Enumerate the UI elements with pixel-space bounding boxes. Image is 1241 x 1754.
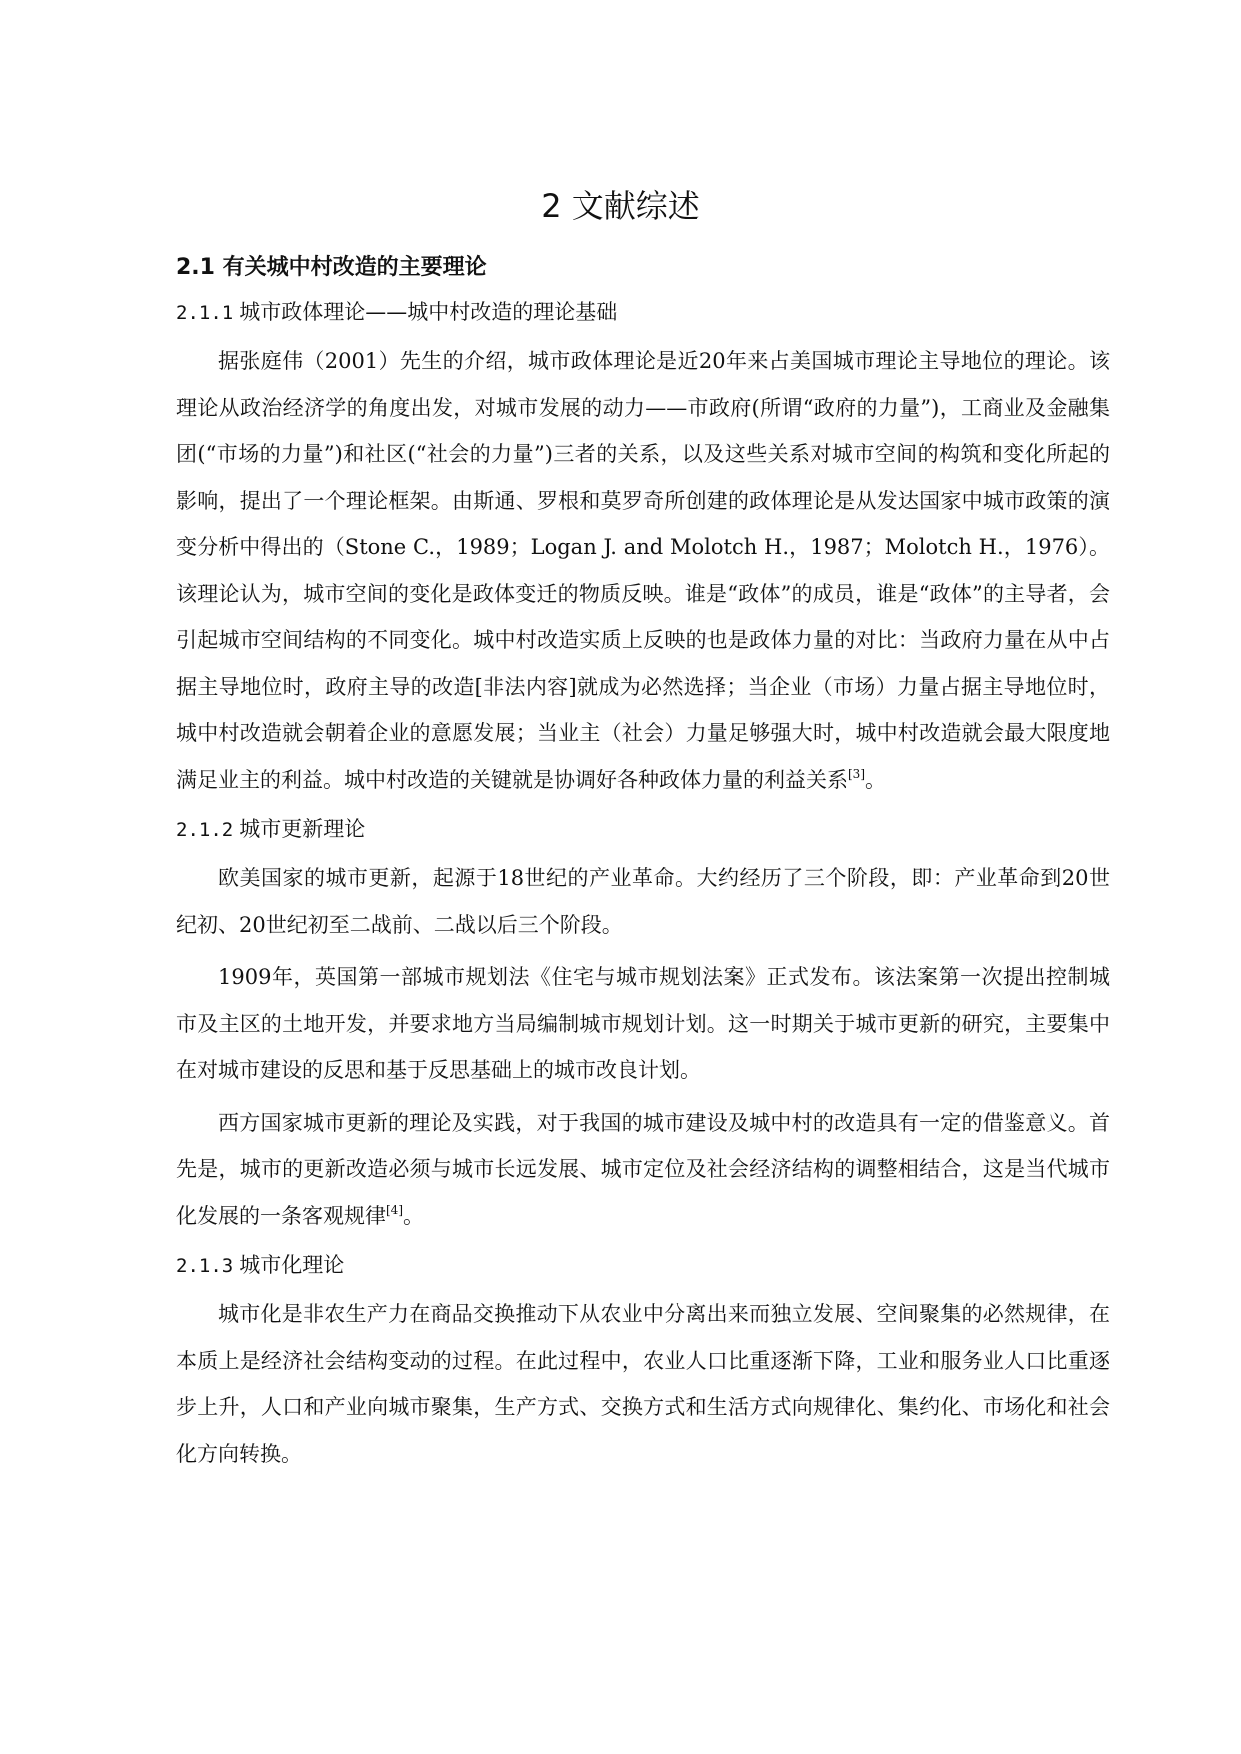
section-heading-2-1-2 <box>176 809 1110 849</box>
citation-ref: [4] <box>386 1202 403 1217</box>
section-number: 2.1.1 <box>176 302 234 324</box>
section-number: 2.1.2 <box>176 819 234 841</box>
paragraph-regime-theory <box>176 338 1110 803</box>
citation-ref: [3] <box>848 766 865 781</box>
paragraph-text: 西方国家城市更新的理论及实践，对于我国的城市建设及城中村的改造具有一定的借鉴意义。首先是，城市的更新改造必须与城市长远发展、城市定位及社会经济结构的调整相结合，这是当代城市化发展的一条客观规律 <box>176 1110 1110 1228</box>
document-body <box>176 248 1110 1483</box>
paragraph-urban-renewal-lessons <box>176 1100 1110 1240</box>
section-title: 城市化理论 <box>239 1253 345 1277</box>
paragraph-urban-renewal-1909: 1909年，英国第一部城市规划法《住宅与城市规划法案》正式发布。该法案第一次提出控制城市及主区的土地开发，并要求地方当局编制城市规划计划。这一时期关于城市更新的研究，主要集中在对城市建设的反思和基于反思基础上的城市改良计划。 <box>176 965 1110 1082</box>
section-number: 2.1.3 <box>176 1255 234 1277</box>
chapter-title: 2 文献综述 <box>541 187 700 225</box>
section-heading-2-1-1 <box>176 292 1110 332</box>
paragraph-urbanization-theory: 城市化是非农生产力在商品交换推动下从农业中分离出来而独立发展、空间聚集的必然规律，在本质上是经济社会结构变动的过程。在此过程中，农业人口比重逐渐下降，工业和服务业人口比重逐步上升，人口和产业向城市聚集，生产方式、交换方式和生活方式向规律化、集约化、市场化和社会化方向转换。 <box>176 1302 1110 1466</box>
section-heading-2-1-3 <box>176 1245 1110 1285</box>
paragraph-end: 。 <box>403 1203 424 1228</box>
section-title: 城市更新理论 <box>239 817 366 841</box>
section-heading-2-1: 2.1 有关城中村改造的主要理论 <box>176 255 487 280</box>
paragraph-end: 。 <box>865 767 886 792</box>
paragraph-urban-renewal-origin: 欧美国家的城市更新，起源于18世纪的产业革命。大约经历了三个阶段，即：产业革命到20世纪初、20世纪初至二战前、二战以后三个阶段。 <box>176 866 1110 937</box>
section-title: 城市政体理论——城中村改造的理论基础 <box>239 300 618 324</box>
paragraph-text: 据张庭伟（2001）先生的介绍，城市政体理论是近20年来占美国城市理论主导地位的理论。该理论从政治经济学的角度出发，对城市发展的动力——市政府(所谓“政府的力量”)，工商业及金融集团(“市场的力量”)和社区(“社会的力量”)三者的关系，以及这些关系对城市空间的构筑和变化所起的影响，提出了一个理论框架。由斯通、罗根和莫罗奇所创建的政体理论是从发达国家中城市政策的演变分析中得出的（Stone C.，1989；Logan J. and Molotch H.，1987；Molotch H.，1976）。该理论认为，城市空间的变化是政体变迁的物质反映。谁是“政体”的成员，谁是“政体”的主导者，会引起城市空间结构的不同变化。城中村改造实质上反映的也是政体力量的对比：当政府力量在从中占据主导地位时，政府主导的改造[非法内容]就成为必然选择；当企业（市场）力量占据主导地位时，城中村改造就会朝着企业的意愿发展；当业主（社会）力量足够强大时，城中村改造就会最大限度地满足业主的利益。城中村改造的关键就是协调好各种政体力量的利益关系 <box>176 349 1110 792</box>
